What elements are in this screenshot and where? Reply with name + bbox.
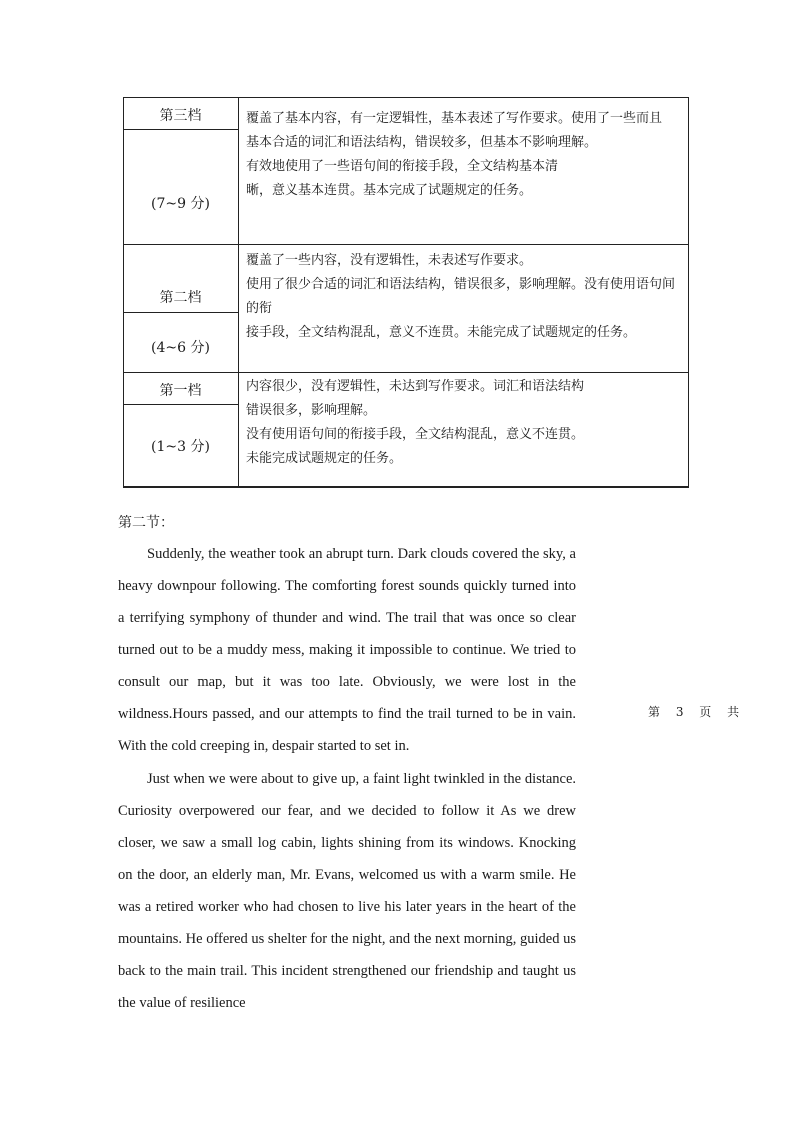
subcell-divider xyxy=(123,129,238,130)
score-range: (1~3 分) xyxy=(151,439,210,455)
story-paragraph: Just when we were about to give up, a faint light twinkled in the distance. Curiosity overpowered our fear, and we decided to follow it As we drew closer, we saw a small log cabin, lights shining from its windows. Knocking on the door, an elderly man, Mr. Evans, welcomed us with a warm smile. He was a retired worker who had chosen to live his later years in the heart of the mountains. He offered us shelter for the night, and the next morning, guided us back to the main trail. This incident strengthened our friendship and taught us the value of resilience xyxy=(118,771,576,1011)
subcell-divider xyxy=(123,404,238,405)
table-border-bottom xyxy=(123,486,689,488)
level-name: 第二档 xyxy=(159,290,202,306)
row-divider xyxy=(123,372,689,373)
score-range: (4~6 分) xyxy=(151,340,210,356)
table-border-top xyxy=(123,97,689,98)
level-description: 内容很少，没有逻辑性，未达到写作要求。词汇和语法结构 错误很多，影响理解。 没有使用语句间的衔接手段，全文结构混乱，意义不连贯。 未能完成试题规定的任务。 xyxy=(246,379,585,466)
level-name: 第一档 xyxy=(159,383,202,399)
level-description: 覆盖了基本内容，有一定逻辑性，基本表述了写作要求。使用了一些而且 基本合适的词汇和语法结构，错误较多，但基本不影响理解。 有效地使用了一些语句间的衔接手段，全文结构基本清 晰，意义基本连贯。基本完成了试题规定的任务。 xyxy=(246,111,663,198)
row-divider xyxy=(123,244,689,245)
level-description: 覆盖了一些内容，没有逻辑性，未表述写作要求。 使用了很少合适的词汇和语法结构，错误很多，影响理解。没有使用语句间的衔 接手段，全文结构混乱，意义不连贯。未能完成了试题规定的任务。 xyxy=(246,253,676,340)
table-border-right xyxy=(688,97,689,487)
story-paragraph: Suddenly, the weather took an abrupt turn. Dark clouds covered the sky, a heavy downpour following. The comforting forest sounds quickly turned into a terrifying symphony of thunder and wind. The trail that was once so clear turned out to be a muddy mess, making it impossible to continue. We tried to consult our map, but it was too late. Obviously, we were lost in the wildness.Hours passed, and our attempts to find the trail turned to be in vain. With the cold creeping in, despair started to set in. xyxy=(118,546,576,754)
scoring-rubric-table xyxy=(123,97,689,487)
section-heading: 第二节： xyxy=(118,515,174,531)
table-column-divider xyxy=(238,97,239,487)
score-range: (7~9 分) xyxy=(151,196,210,212)
level-name: 第三档 xyxy=(159,108,202,124)
page-number-marker: 第 3 页 共 xyxy=(648,705,746,719)
subcell-divider xyxy=(123,312,238,313)
